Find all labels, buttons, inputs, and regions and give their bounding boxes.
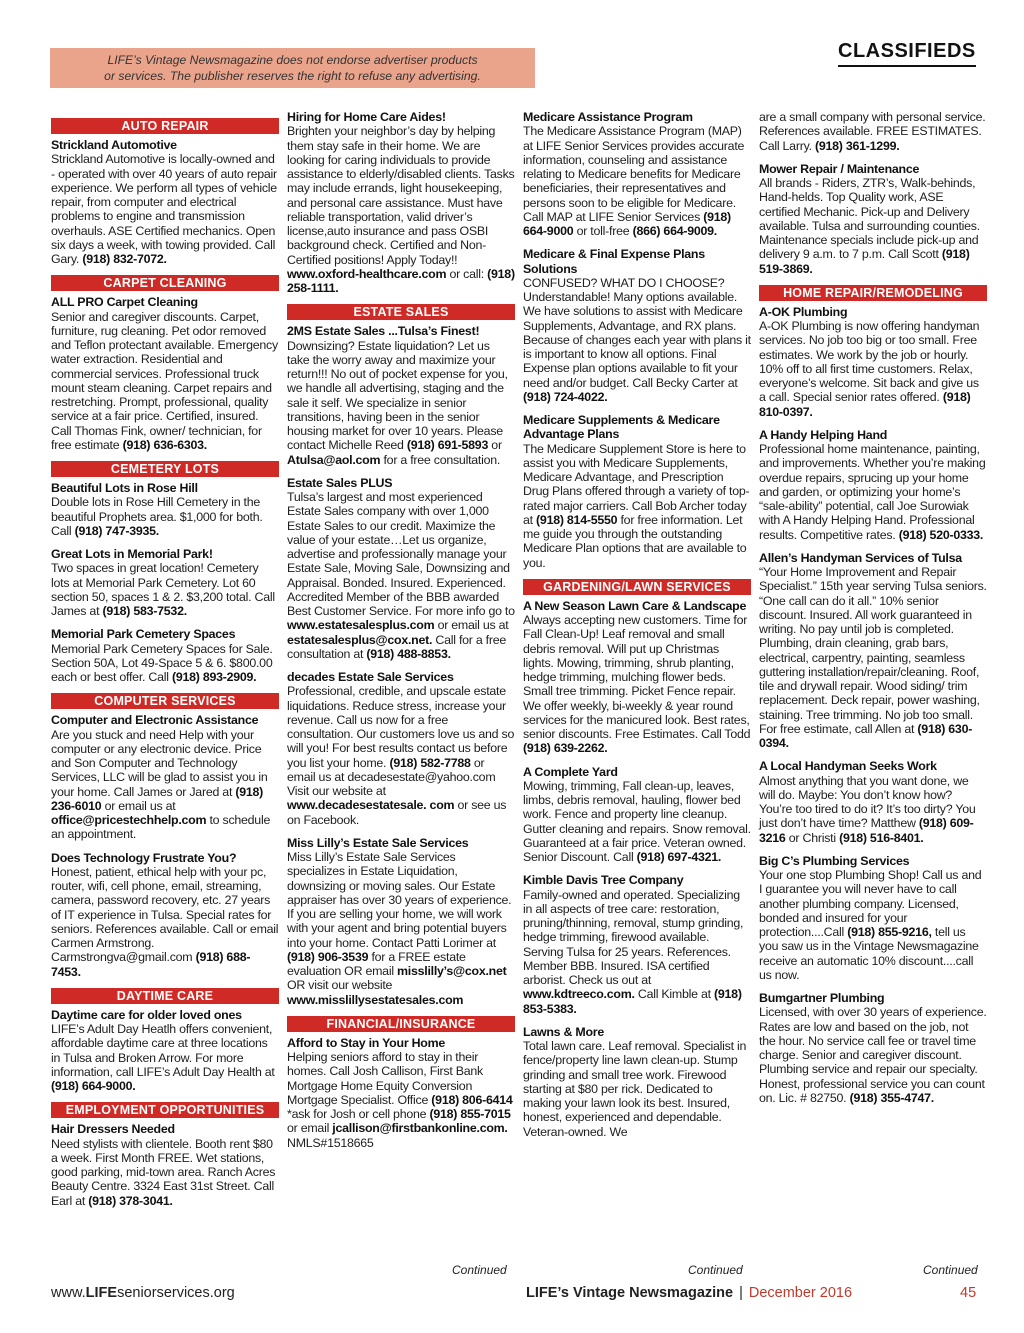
classified-ad xyxy=(759,551,987,751)
ad-text: Miss Lilly’s Estate Sale Services specializes in Estate Liquidation, downsizing or moving sales. Our Estate appraiser has over 30 years of experience. If you are selling your home, we will work with your agent and bring potential buyers into your home. Contact Patti Lorimer at xyxy=(287,850,512,950)
ad-title: Hair Dressers Needed xyxy=(51,1122,175,1137)
ad-contact[interactable]: misslilly’s@cox.net xyxy=(397,964,507,978)
classified-ad xyxy=(287,324,515,467)
ad-title: Medicare Assistance Program xyxy=(523,110,693,124)
ad-contact[interactable]: (866) 664-9009. xyxy=(632,224,717,238)
ad-text: Call Kimble at xyxy=(637,987,711,1002)
ad-contact[interactable]: (918) 488-8853. xyxy=(366,646,451,661)
ad-title: Does Technology Frustrate You? xyxy=(51,850,237,865)
category-header: ESTATE SALES xyxy=(287,304,515,320)
ad-contact[interactable]: (918) 378-3041. xyxy=(88,1193,173,1208)
ad-text: “Your Home Improvement and Repair Specialist.” 15th year serving Tulsa seniors. “One call can do it all.” 10% senior discount. Insured. All work guaranteed in writing. No pay until job is completed. Plumbing, drain cleaning, grab bars, electrical, carpentry, painting, seamless guttering installation/repair/cleaning. Roof, tile and drywall repair. Wood siding/ trim replacement. Deck repair, power washing, staining. Tree trimming. No job too small. For free estimate, call Allen at xyxy=(759,565,987,736)
ad-contact[interactable]: (918) 630-0394. xyxy=(759,721,973,750)
ad-text: for free information. Let me guide you through the outstanding Medicare Plan options that are available to you. xyxy=(523,512,747,570)
ad-text: LIFE’s Adult Day Heatlh offers convenient, affordable daytime care at three locations in Tulsa and Broken Arrow. For more information, call LIFE’s Adult Day Health at xyxy=(51,1022,275,1079)
ad-body xyxy=(759,319,987,419)
ad-title: A-OK Plumbing xyxy=(759,304,848,319)
ad-text: Need stylists with clientele. Booth rent $80 a week. First Month FREE. Wet stations, good parking, mid-town area. Ranch Acres Beauty Centre. 3324 East 31st Street. Call Earl at xyxy=(51,1136,276,1208)
ad-contact[interactable]: (918) 691-5893 xyxy=(406,438,489,453)
ad-title: Estate Sales PLUS xyxy=(287,475,393,490)
ad-body xyxy=(287,1050,515,1150)
classified-ad xyxy=(51,713,279,841)
ad-contact[interactable]: (918) 520-0333. xyxy=(898,527,984,542)
ad-text: Honest, patient, ethical help with your pc, router, wifi, cell phone, email, streaming, camera, password recovery, etc. 27 years of IT experience in Tulsa. Special rates for seniors. References available. Call or email Carmen Armstrong. Carmstrongva@gmail.com xyxy=(51,864,279,965)
ad-contact[interactable]: (918) 747-3935. xyxy=(74,523,159,538)
ad-contact[interactable]: (918) 355-4747. xyxy=(849,1090,935,1105)
ad-body xyxy=(51,642,279,685)
ad-text: for a FREE estate evaluation OR email xyxy=(287,949,466,978)
ad-contact[interactable]: (918) 664-9000 xyxy=(523,209,731,238)
ad-text: Call for a free consultation at xyxy=(287,632,507,661)
ad-body xyxy=(523,442,751,570)
ad-body xyxy=(759,442,987,542)
ad-title: Allen’s Handyman Services of Tulsa xyxy=(759,550,962,565)
column-2 xyxy=(287,110,515,1159)
ad-title: Bumgartner Plumbing xyxy=(759,991,885,1005)
classified-ad xyxy=(51,295,279,452)
ad-contact[interactable]: estatesalesplus@cox.net. xyxy=(287,632,433,647)
ad-text: Are you stuck and need Help with your computer or any electronic device. Price and Son Computer and Technology Services, LLC will be glad to assist you in your home. Call James or Jared at xyxy=(51,727,268,799)
ad-text: or email xyxy=(287,1121,330,1136)
ad-contact[interactable]: (918) 636-6303. xyxy=(122,437,208,452)
ad-title: A Local Handyman Seeks Work xyxy=(759,759,937,774)
ad-title: Miss Lilly’s Estate Sale Services xyxy=(287,835,469,850)
ad-text: A-OK Plumbing is now offering handyman services. No job too big or too small. Free estimates. We work by the job or hourly. 10% off to all first time customers. Relax, everyone’s welcome. Sit back and give us a call. Special senior rates offered. xyxy=(759,319,980,405)
ad-contact[interactable]: (918) 688-7453. xyxy=(51,950,251,979)
ad-text: Two spaces in great location! Cemetery lots at Memorial Park Cemetery. Lot 60 section 50, spaces 1 & 2. $3,200 total. Call James at xyxy=(51,561,275,618)
ad-body xyxy=(759,176,987,276)
classified-ad xyxy=(759,991,987,1105)
ad-contact[interactable]: (918) 516-8401. xyxy=(839,830,924,845)
classified-ad xyxy=(523,1025,751,1139)
classified-ad xyxy=(51,851,279,979)
ad-text: All brands - Riders, ZTR’s, Walk-behinds, Hand-helds. Top Quality work, ASE certified Mechanic. Pick-up and Delivery available. Tulsa and surrounding counties. Maintenance specials include pick-up and delivery 9 a.m. to 7 p.m. Call Scott xyxy=(759,176,980,262)
ad-title: Big C’s Plumbing Services xyxy=(759,853,910,868)
ad-body xyxy=(523,1039,751,1139)
classified-ad xyxy=(759,110,987,153)
footer-separator: | xyxy=(739,1285,743,1301)
ad-body xyxy=(759,868,987,982)
ad-text: or email us at decadesestate@yahoo.com Visit our website at xyxy=(287,755,496,798)
ad-contact[interactable]: (918) 906-3539 xyxy=(287,949,369,964)
ad-contact[interactable]: www.misslillysestatesales.com xyxy=(287,992,464,1007)
ad-title: Beautiful Lots in Rose Hill xyxy=(51,481,198,495)
ad-contact[interactable]: www.decadesestatesale. com xyxy=(287,798,455,813)
classified-ad xyxy=(287,836,515,1007)
ad-text: or xyxy=(491,438,502,453)
url-suffix: seniorservices.org xyxy=(117,1285,235,1301)
url-prefix: www. xyxy=(51,1285,86,1301)
ad-title: Mower Repair / Maintenance xyxy=(759,161,920,176)
ad-text: Licensed, with over 30 years of experience. Rates are low and based on the job, not the hour. No service call fee or travel time charge. Senior and caregiver discount. Plumbing service and repair our specialty. Honest, professional service you can count on. Lic. # 82750. xyxy=(759,1005,987,1105)
ad-body xyxy=(759,110,987,153)
ad-text: to schedule an appointment. xyxy=(51,813,271,842)
classified-ad xyxy=(523,110,751,238)
ad-title: Medicare Supplements & Medicare Advantage Plans xyxy=(523,413,720,442)
classified-ad xyxy=(51,627,279,684)
ad-text: OR visit our website xyxy=(287,978,393,993)
classified-ad xyxy=(759,854,987,982)
continued-note-col2: Continued xyxy=(452,1263,507,1277)
ad-contact[interactable]: (918) 519-3869. xyxy=(759,247,970,276)
category-header: HOME REPAIR/REMODELING xyxy=(759,285,987,301)
ad-body xyxy=(51,865,279,979)
ad-body xyxy=(51,495,279,538)
category-header: COMPUTER SERVICES xyxy=(51,693,279,709)
ad-body xyxy=(523,276,751,404)
ad-text: CONFUSED? WHAT DO I CHOOSE? Understandable! Many options available. We have solutions to assist with Medicare Supplements, Advantage, and RX plans. Because of changes each year with plans it is important to know all options. Final Expense plan options available to fit your need and/or budget. Call Becky Carter at xyxy=(523,275,751,390)
classified-ad xyxy=(287,476,515,661)
column-4 xyxy=(759,110,987,1114)
column-1 xyxy=(51,116,279,1217)
ad-title: Medicare & Final Expense Plans Solutions xyxy=(523,247,705,276)
ad-text: or Christi xyxy=(788,830,836,845)
ad-text: Professional home maintenance, painting, and improvements. Whether you’re making overdue repairs, sprucing up your home and garden, or optimizing your home’s “sale-ability” potential, call Joe Surowiak with A Handy Helping Hand. Professional results. Competitive rates. xyxy=(759,442,986,542)
classified-ad xyxy=(523,247,751,404)
column-3 xyxy=(523,110,751,1148)
ad-text: Total lawn care. Leaf removal. Specialist in fence/property line lawn clean-up. Stump grinding and small tree work. Firewood starting at $80 per rick. Dedicated to making your lawn look its best. Insured, honest, experienced and dependable. Veteran-owned. We xyxy=(523,1039,747,1139)
ad-text: Tulsa’s largest and most experienced Estate Sales company with over 1,000 Estate Sales to our credit. Maximize the value of your estate…Let us organize, advertise and professionally manage your Estate Sale, Moving Sale, Downsizing and Appraisal. Bonded. Insured. Experienced. Accredited Member of the BBB awarded Best Customer Service. For more info go to xyxy=(287,490,515,618)
ad-text: or email us at xyxy=(437,618,509,633)
disclaimer-line-1: LIFE’s Vintage Newsmagazine does not endorse advertiser products xyxy=(107,53,478,67)
ad-body xyxy=(51,1137,279,1208)
ad-text: Senior and caregiver discounts. Carpet, furniture, rug cleaning. Pet odor removed and Teflon protectant available. Emergency water extraction. Residential and commercial services. Professional truck mount steam cleaning. Carpet repairs and restretching. Prompt, professional, quality service at a fair price. Certified, insured. Call Thomas Fink, owner/ technician, for free estimate xyxy=(51,309,278,452)
ad-contact[interactable]: (918) 583-7532. xyxy=(102,604,187,618)
ad-contact[interactable]: office@pricestechhelp.com xyxy=(51,813,207,827)
category-header: AUTO REPAIR xyxy=(51,118,279,134)
ad-text: The Medicare Supplement Store is here to assist you with Medicare Supplements, Medicare Advantage, and Prescription Drug Plans offered through a variety of top-rated major carriers. Call Bob Archer today at xyxy=(523,441,750,527)
ad-title: Daytime care for older loved ones xyxy=(51,1007,242,1022)
ad-body xyxy=(287,684,515,827)
ad-contact[interactable]: (918) 893-2909. xyxy=(171,670,257,684)
ad-title: A New Season Lawn Care & Landscape xyxy=(523,598,747,613)
category-header: EMPLOYMENT OPPORTUNITIES xyxy=(51,1102,279,1118)
ad-body xyxy=(287,124,515,295)
ad-text: or toll-free xyxy=(576,224,630,238)
classified-ad xyxy=(287,110,515,295)
ad-title: Afford to Stay in Your Home xyxy=(287,1035,446,1050)
magazine-name: LIFE’s Vintage Newsmagazine xyxy=(526,1285,734,1301)
ad-contact[interactable]: www.oxford-healthcare.com xyxy=(287,266,447,281)
ad-text: Always accepting new customers. Time for Fall Clean-Up! Leaf removal and small debris removal. Will put up Christmas lights. Mowing, trimming, shrub planting, hedge trimming, mulching flower beds. Small tree trimming. Picket Fence repair. We offer weekly, bi-weekly & year round services for the manicured look. Best rates, senior discounts. Free Estimates. Call Todd xyxy=(523,613,751,741)
classified-ad xyxy=(523,413,751,570)
ad-body xyxy=(523,779,751,865)
ad-body xyxy=(523,888,751,1016)
ad-contact[interactable]: Atulsa@aol.com xyxy=(287,452,381,467)
ad-text: Almost anything that you want done, we will do. Maybe: You don’t know how? You’re too tired to do it? It’s too dirty? You just don’t have time? Matthew xyxy=(759,773,976,831)
ad-contact[interactable]: (918) 814-5550 xyxy=(536,512,618,527)
ad-text: tell us you saw us in the Vintage Newsmagazine receive an automatic 10% discount....call us now. xyxy=(759,925,979,982)
ad-contact[interactable]: (918) 724-4022. xyxy=(523,389,608,404)
ad-contact[interactable]: www.kdtreeco.com. xyxy=(523,987,635,1002)
classified-ad xyxy=(287,670,515,827)
classified-ad xyxy=(51,138,279,266)
ad-text: The Medicare Assistance Program (MAP) at LIFE Senior Services provides accurate information, counseling and assistance relating to Medicare benefits for Medicare beneficiaries, their representatives and persons soon to be eligible for Medicare. Call MAP at LIFE Senior Services xyxy=(523,124,745,224)
ad-text: are a small company with personal service. References available. FREE ESTIMATES. Call Larry. xyxy=(759,110,986,153)
ad-text: Strickland Automotive is locally-owned and - operated with over 40 years of auto repair experience. We perform all types of vehicle repair, from computer and electrical problems to engine and transmission overhauls. ASE Certified mechanics. Open six days a week, with towing provided. Call Gary. xyxy=(51,152,277,266)
classified-ad xyxy=(523,599,751,756)
category-header: DAYTIME CARE xyxy=(51,988,279,1004)
classified-ad xyxy=(759,428,987,542)
ad-text: Brighten your neighbor’s day by helping them stay safe in their home. We are looking for caring individuals to provide assistance to elderly/disabled clients. Tasks may include errands, light housekeeping, and personal care assistance. Must have reliable transportation, valid driver’s license,auto insurance and pass OSBI background check. Certified and Non-Certified positions! Apply Today!! xyxy=(287,124,515,267)
page-number: 45 xyxy=(960,1285,977,1301)
ad-body xyxy=(51,310,279,453)
footer-publication xyxy=(526,1285,852,1301)
ad-title: Computer and Electronic Assistance xyxy=(51,713,259,728)
ad-title: decades Estate Sale Services xyxy=(287,670,454,684)
ad-text: or see us on Facebook. xyxy=(287,798,507,827)
classified-ad xyxy=(523,765,751,865)
ad-contact[interactable]: (918) 810-0397. xyxy=(759,390,971,419)
ad-title: A Handy Helping Hand xyxy=(759,427,888,442)
ad-text: Professional, credible, and upscale estate liquidations. Reduce stress, increase your revenue. Call us now for a free consultation. Our customers love us and so will you! For best results contact us before you list your home. xyxy=(287,684,515,770)
ad-body xyxy=(51,152,279,266)
ad-contact[interactable]: www.estatesalesplus.com xyxy=(287,618,435,633)
ad-title: 2MS Estate Sales ...Tulsa’s Finest! xyxy=(287,324,480,339)
ad-contact[interactable]: (918) 806-6414 xyxy=(431,1092,513,1107)
ad-text: Memorial Park Cemetery Spaces for Sale. Section 50A, Lot 49-Space 5 & 6. $800.00 each or best offer. Call xyxy=(51,641,273,684)
issue-date: December 2016 xyxy=(748,1285,853,1301)
ad-contact[interactable]: (918) 697-4321. xyxy=(636,850,722,864)
ad-body xyxy=(523,124,751,238)
ad-contact[interactable]: (918) 258-1111. xyxy=(287,266,515,295)
ad-contact[interactable]: (918) 664-9000. xyxy=(51,1079,136,1093)
classified-ad xyxy=(759,759,987,845)
ad-body xyxy=(523,613,751,756)
ad-contact[interactable]: (918) 361-1299. xyxy=(815,138,900,153)
ad-text: *ask for Josh or cell phone xyxy=(287,1107,427,1121)
ad-text: or email us at xyxy=(104,798,176,813)
ad-body xyxy=(51,561,279,618)
classified-ad xyxy=(287,1036,515,1150)
ad-title: Kimble Davis Tree Company xyxy=(523,873,684,888)
ad-contact[interactable]: (918) 855-9216, xyxy=(847,925,932,939)
classified-ad xyxy=(51,1008,279,1094)
ad-contact[interactable]: (918) 609-3216 xyxy=(759,816,974,845)
ad-body xyxy=(759,565,987,750)
ad-text: for a free consultation. xyxy=(383,452,501,467)
ad-body xyxy=(287,490,515,661)
ad-text: NMLS#1518665 xyxy=(287,1135,374,1150)
ad-text: Downsizing? Estate liquidation? Let us take the worry away and maximize your return!!! No out of pocket expense for you, we handle all advertising, staging and the sale it self. We specialize in senior transitions, having been in the senior housing market for over 10 years. Please contact Michelle Reed xyxy=(287,338,508,453)
continued-note-col4: Continued xyxy=(923,1263,978,1277)
category-header: GARDENING/LAWN SERVICES xyxy=(523,579,751,595)
section-title: CLASSIFIEDS xyxy=(838,40,976,62)
classified-ad xyxy=(51,547,279,618)
ad-contact[interactable]: (918) 855-7015 xyxy=(429,1107,511,1121)
ad-title: Strickland Automotive xyxy=(51,138,177,152)
disclaimer-line-2: or services. The publisher reserves the right to refuse any advertising. xyxy=(104,69,481,83)
ad-body xyxy=(287,850,515,1007)
ad-title: Hiring for Home Care Aides! xyxy=(287,110,446,124)
ad-text: Your one stop Plumbing Shop! Call us and I guarantee you will never have to call another plumbing company. Licensed, bonded and insured for your protection....Call xyxy=(759,868,982,939)
ad-contact[interactable]: (918) 639-2262. xyxy=(523,741,608,756)
classified-ad xyxy=(51,1122,279,1208)
ad-body xyxy=(287,339,515,467)
ad-body xyxy=(51,1022,279,1093)
ad-text: or call: xyxy=(449,266,484,281)
classified-ad xyxy=(759,162,987,276)
ad-title: Lawns & More xyxy=(523,1024,604,1039)
classified-ad xyxy=(523,873,751,1016)
ad-text: Mowing, trimming, Fall clean-up, leaves, limbs, debris removal, hauling, flower bed work. Fence and property line cleanup. Gutter cleaning and repairs. Snow removal. Guaranteed at a fair price. Veteran owned. Senior Discount. Call xyxy=(523,778,751,864)
url-bold: LIFE xyxy=(85,1285,118,1301)
ad-title: Memorial Park Cemetery Spaces xyxy=(51,627,236,642)
classified-ad xyxy=(51,481,279,538)
category-header: FINANCIAL/INSURANCE xyxy=(287,1016,515,1032)
classified-ad xyxy=(759,305,987,419)
footer-website-link[interactable] xyxy=(51,1285,235,1301)
ad-contact[interactable]: (918) 832-7072. xyxy=(82,252,167,266)
ad-title: A Complete Yard xyxy=(523,764,618,779)
section-rule xyxy=(838,65,976,67)
continued-note-col3: Continued xyxy=(688,1263,743,1277)
ad-text: Double lots in Rose Hill Cemetery in the beautiful Prophets area. $1,000 for both. Call xyxy=(51,495,263,538)
disclaimer-banner xyxy=(50,48,535,88)
ad-contact[interactable]: (918) 853-5383. xyxy=(523,987,742,1016)
ad-text: Family-owned and operated. Specializing in all aspects of tree care: restoration, pruning/thinning, removal, stump grinding, hedge trimming, firewood available. Serving Tulsa for 25 years. References. Member BBB. Insured. ISA certified arborist. Check us out at xyxy=(523,887,744,987)
category-header: CEMETERY LOTS xyxy=(51,461,279,477)
ad-title: ALL PRO Carpet Cleaning xyxy=(51,295,198,310)
ad-body xyxy=(759,774,987,845)
ad-contact[interactable]: (918) 236-6010 xyxy=(51,784,264,813)
ad-title: Great Lots in Memorial Park! xyxy=(51,547,213,561)
ad-contact[interactable]: (918) 582-7788 xyxy=(389,755,471,770)
category-header: CARPET CLEANING xyxy=(51,275,279,291)
ad-body xyxy=(759,1005,987,1105)
ad-body xyxy=(51,728,279,842)
ad-contact[interactable]: jcallison@firstbankonline.com. xyxy=(332,1121,508,1136)
ad-text: Helping seniors afford to stay in their homes. Call Josh Callison, First Bank Mortgage Home Equity Conversion Mortgage Specialist. Office xyxy=(287,1050,483,1107)
